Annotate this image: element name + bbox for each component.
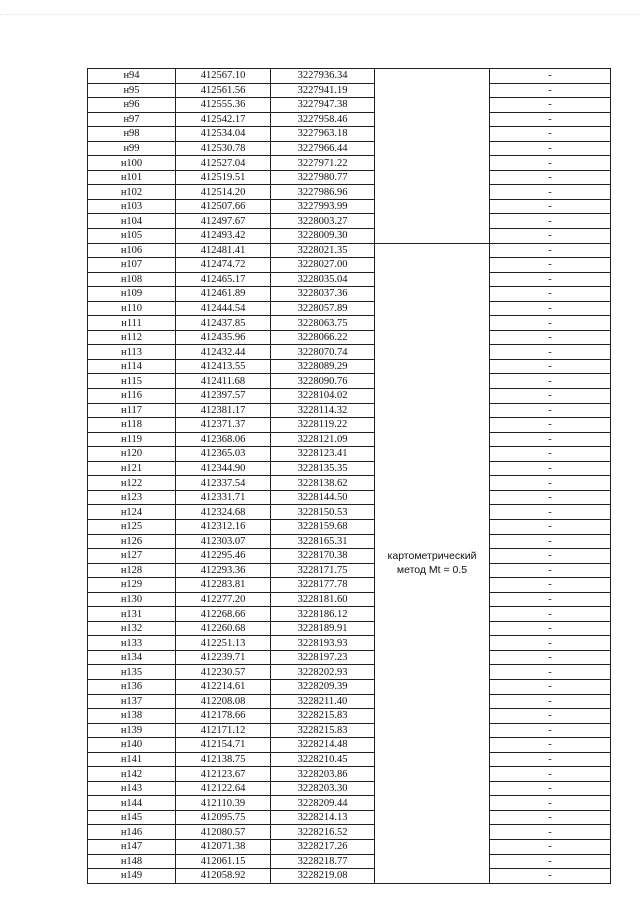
point-name-cell: н142 xyxy=(88,767,176,782)
point-name-cell: н145 xyxy=(88,810,176,825)
x-coordinate-cell: 412368.06 xyxy=(176,432,271,447)
x-coordinate-cell: 412295.46 xyxy=(176,549,271,564)
accuracy-cell: - xyxy=(490,258,611,273)
point-name-cell: н139 xyxy=(88,723,176,738)
x-coordinate-cell: 412365.03 xyxy=(176,447,271,462)
accuracy-cell: - xyxy=(490,170,611,185)
accuracy-cell: - xyxy=(490,534,611,549)
accuracy-cell: - xyxy=(490,403,611,418)
y-coordinate-cell: 3228215.83 xyxy=(271,709,375,724)
y-coordinate-cell: 3228123.41 xyxy=(271,447,375,462)
x-coordinate-cell: 412337.54 xyxy=(176,476,271,491)
x-coordinate-cell: 412138.75 xyxy=(176,752,271,767)
table-row xyxy=(88,665,611,680)
y-coordinate-cell: 3228189.91 xyxy=(271,621,375,636)
point-name-cell: н101 xyxy=(88,170,176,185)
accuracy-cell: - xyxy=(490,389,611,404)
y-coordinate-cell: 3227966.44 xyxy=(271,141,375,156)
point-name-cell: н138 xyxy=(88,709,176,724)
accuracy-cell: - xyxy=(490,621,611,636)
table-row xyxy=(88,679,611,694)
y-coordinate-cell: 3228021.35 xyxy=(271,243,375,258)
y-coordinate-cell: 3228066.22 xyxy=(271,330,375,345)
table-row xyxy=(88,199,611,214)
x-coordinate-cell: 412080.57 xyxy=(176,825,271,840)
table-row xyxy=(88,301,611,316)
table-row xyxy=(88,243,611,258)
accuracy-cell: - xyxy=(490,592,611,607)
y-coordinate-cell: 3228209.39 xyxy=(271,679,375,694)
point-name-cell: н110 xyxy=(88,301,176,316)
y-coordinate-cell: 3228181.60 xyxy=(271,592,375,607)
point-name-cell: н116 xyxy=(88,389,176,404)
y-coordinate-cell: 3227993.99 xyxy=(271,199,375,214)
x-coordinate-cell: 412208.08 xyxy=(176,694,271,709)
x-coordinate-cell: 412331.71 xyxy=(176,490,271,505)
y-coordinate-cell: 3228211.40 xyxy=(271,694,375,709)
table-row xyxy=(88,592,611,607)
y-coordinate-cell: 3228035.04 xyxy=(271,272,375,287)
point-name-cell: н94 xyxy=(88,69,176,84)
table-row xyxy=(88,316,611,331)
y-coordinate-cell: 3228159.68 xyxy=(271,519,375,534)
accuracy-cell: - xyxy=(490,796,611,811)
x-coordinate-cell: 412110.39 xyxy=(176,796,271,811)
x-coordinate-cell: 412293.36 xyxy=(176,563,271,578)
table-row xyxy=(88,403,611,418)
y-coordinate-cell: 3228216.52 xyxy=(271,825,375,840)
scan-header-noise xyxy=(0,0,640,15)
accuracy-cell: - xyxy=(490,243,611,258)
y-coordinate-cell: 3228210.45 xyxy=(271,752,375,767)
point-name-cell: н98 xyxy=(88,127,176,142)
x-coordinate-cell: 412214.61 xyxy=(176,679,271,694)
accuracy-cell: - xyxy=(490,374,611,389)
y-coordinate-cell: 3228203.30 xyxy=(271,781,375,796)
accuracy-cell: - xyxy=(490,69,611,84)
table-row xyxy=(88,127,611,142)
y-coordinate-cell: 3228114.32 xyxy=(271,403,375,418)
y-coordinate-cell: 3228217.26 xyxy=(271,839,375,854)
point-name-cell: н112 xyxy=(88,330,176,345)
point-name-cell: н102 xyxy=(88,185,176,200)
y-coordinate-cell: 3227971.22 xyxy=(271,156,375,171)
y-coordinate-cell: 3228090.76 xyxy=(271,374,375,389)
accuracy-cell: - xyxy=(490,505,611,520)
accuracy-cell: - xyxy=(490,330,611,345)
y-coordinate-cell: 3228089.29 xyxy=(271,359,375,374)
accuracy-cell: - xyxy=(490,112,611,127)
x-coordinate-cell: 412444.54 xyxy=(176,301,271,316)
accuracy-cell: - xyxy=(490,549,611,564)
y-coordinate-cell: 3228171.75 xyxy=(271,563,375,578)
point-name-cell: н141 xyxy=(88,752,176,767)
y-coordinate-cell: 3228104.02 xyxy=(271,389,375,404)
point-name-cell: н97 xyxy=(88,112,176,127)
accuracy-cell: - xyxy=(490,214,611,229)
table-row xyxy=(88,98,611,113)
y-coordinate-cell: 3228209.44 xyxy=(271,796,375,811)
point-name-cell: н137 xyxy=(88,694,176,709)
y-coordinate-cell: 3228186.12 xyxy=(271,607,375,622)
table-row xyxy=(88,709,611,724)
point-name-cell: н118 xyxy=(88,418,176,433)
x-coordinate-cell: 412527.04 xyxy=(176,156,271,171)
point-name-cell: н103 xyxy=(88,199,176,214)
point-name-cell: н113 xyxy=(88,345,176,360)
point-name-cell: н144 xyxy=(88,796,176,811)
accuracy-cell: - xyxy=(490,607,611,622)
table-row xyxy=(88,374,611,389)
table-row xyxy=(88,418,611,433)
table-row xyxy=(88,258,611,273)
point-name-cell: н140 xyxy=(88,738,176,753)
accuracy-cell: - xyxy=(490,447,611,462)
table-row xyxy=(88,272,611,287)
method-cell-upper xyxy=(375,69,490,244)
x-coordinate-cell: 412567.10 xyxy=(176,69,271,84)
y-coordinate-cell: 3228063.75 xyxy=(271,316,375,331)
y-coordinate-cell: 3228218.77 xyxy=(271,854,375,869)
method-note-cell: картометрический метод Mt = 0.5 xyxy=(375,243,490,883)
table-row xyxy=(88,650,611,665)
table-row xyxy=(88,185,611,200)
table-row xyxy=(88,810,611,825)
table-row xyxy=(88,578,611,593)
x-coordinate-cell: 412561.56 xyxy=(176,83,271,98)
x-coordinate-cell: 412493.42 xyxy=(176,229,271,244)
accuracy-cell: - xyxy=(490,272,611,287)
x-coordinate-cell: 412251.13 xyxy=(176,636,271,651)
accuracy-cell: - xyxy=(490,709,611,724)
accuracy-cell: - xyxy=(490,563,611,578)
accuracy-cell: - xyxy=(490,127,611,142)
point-name-cell: н136 xyxy=(88,679,176,694)
table-row xyxy=(88,345,611,360)
y-coordinate-cell: 3228170.38 xyxy=(271,549,375,564)
point-name-cell: н146 xyxy=(88,825,176,840)
y-coordinate-cell: 3228070.74 xyxy=(271,345,375,360)
accuracy-cell: - xyxy=(490,316,611,331)
y-coordinate-cell: 3228203.86 xyxy=(271,767,375,782)
table-row xyxy=(88,69,611,84)
accuracy-cell: - xyxy=(490,199,611,214)
x-coordinate-cell: 412071.38 xyxy=(176,839,271,854)
x-coordinate-cell: 412542.17 xyxy=(176,112,271,127)
accuracy-cell: - xyxy=(490,839,611,854)
accuracy-cell: - xyxy=(490,345,611,360)
accuracy-cell: - xyxy=(490,723,611,738)
accuracy-cell: - xyxy=(490,156,611,171)
point-name-cell: н148 xyxy=(88,854,176,869)
y-coordinate-cell: 3228003.27 xyxy=(271,214,375,229)
x-coordinate-cell: 412461.89 xyxy=(176,287,271,302)
y-coordinate-cell: 3228027.00 xyxy=(271,258,375,273)
table-row xyxy=(88,214,611,229)
table-row xyxy=(88,141,611,156)
point-name-cell: н123 xyxy=(88,490,176,505)
point-name-cell: н130 xyxy=(88,592,176,607)
x-coordinate-cell: 412260.68 xyxy=(176,621,271,636)
accuracy-cell: - xyxy=(490,636,611,651)
accuracy-cell: - xyxy=(490,229,611,244)
point-name-cell: н126 xyxy=(88,534,176,549)
x-coordinate-cell: 412061.15 xyxy=(176,854,271,869)
x-coordinate-cell: 412123.67 xyxy=(176,767,271,782)
x-coordinate-cell: 412371.37 xyxy=(176,418,271,433)
x-coordinate-cell: 412437.85 xyxy=(176,316,271,331)
accuracy-cell: - xyxy=(490,781,611,796)
point-name-cell: н108 xyxy=(88,272,176,287)
x-coordinate-cell: 412507.66 xyxy=(176,199,271,214)
accuracy-cell: - xyxy=(490,767,611,782)
accuracy-cell: - xyxy=(490,694,611,709)
y-coordinate-cell: 3227958.46 xyxy=(271,112,375,127)
table-row xyxy=(88,636,611,651)
table-row xyxy=(88,621,611,636)
point-name-cell: н129 xyxy=(88,578,176,593)
table-row xyxy=(88,738,611,753)
table-row xyxy=(88,432,611,447)
accuracy-cell: - xyxy=(490,185,611,200)
point-name-cell: н132 xyxy=(88,621,176,636)
y-coordinate-cell: 3228150.53 xyxy=(271,505,375,520)
accuracy-cell: - xyxy=(490,825,611,840)
point-name-cell: н111 xyxy=(88,316,176,331)
y-coordinate-cell: 3228193.93 xyxy=(271,636,375,651)
accuracy-cell: - xyxy=(490,752,611,767)
accuracy-cell: - xyxy=(490,359,611,374)
x-coordinate-cell: 412497.67 xyxy=(176,214,271,229)
table-row xyxy=(88,839,611,854)
table-row xyxy=(88,170,611,185)
point-name-cell: н115 xyxy=(88,374,176,389)
y-coordinate-cell: 3228121.09 xyxy=(271,432,375,447)
y-coordinate-cell: 3228215.83 xyxy=(271,723,375,738)
y-coordinate-cell: 3228119.22 xyxy=(271,418,375,433)
point-name-cell: н99 xyxy=(88,141,176,156)
point-name-cell: н120 xyxy=(88,447,176,462)
x-coordinate-cell: 412303.07 xyxy=(176,534,271,549)
coordinates-table xyxy=(87,68,611,884)
table-row xyxy=(88,112,611,127)
table-row xyxy=(88,476,611,491)
point-name-cell: н124 xyxy=(88,505,176,520)
table-row xyxy=(88,694,611,709)
y-coordinate-cell: 3227980.77 xyxy=(271,170,375,185)
table-row xyxy=(88,752,611,767)
table-row xyxy=(88,83,611,98)
x-coordinate-cell: 412344.90 xyxy=(176,461,271,476)
accuracy-cell: - xyxy=(490,461,611,476)
point-name-cell: н117 xyxy=(88,403,176,418)
x-coordinate-cell: 412268.66 xyxy=(176,607,271,622)
table-row xyxy=(88,781,611,796)
x-coordinate-cell: 412530.78 xyxy=(176,141,271,156)
table-row xyxy=(88,330,611,345)
y-coordinate-cell: 3227947.38 xyxy=(271,98,375,113)
table-row xyxy=(88,723,611,738)
point-name-cell: н106 xyxy=(88,243,176,258)
y-coordinate-cell: 3228138.62 xyxy=(271,476,375,491)
accuracy-cell: - xyxy=(490,869,611,884)
x-coordinate-cell: 412277.20 xyxy=(176,592,271,607)
y-coordinate-cell: 3228219.08 xyxy=(271,869,375,884)
x-coordinate-cell: 412154.71 xyxy=(176,738,271,753)
point-name-cell: н122 xyxy=(88,476,176,491)
point-name-cell: н109 xyxy=(88,287,176,302)
y-coordinate-cell: 3228214.13 xyxy=(271,810,375,825)
table-row xyxy=(88,767,611,782)
x-coordinate-cell: 412534.04 xyxy=(176,127,271,142)
x-coordinate-cell: 412435.96 xyxy=(176,330,271,345)
accuracy-cell: - xyxy=(490,810,611,825)
x-coordinate-cell: 412432.44 xyxy=(176,345,271,360)
table-row xyxy=(88,156,611,171)
x-coordinate-cell: 412171.12 xyxy=(176,723,271,738)
accuracy-cell: - xyxy=(490,83,611,98)
x-coordinate-cell: 412519.51 xyxy=(176,170,271,185)
y-coordinate-cell: 3228202.93 xyxy=(271,665,375,680)
accuracy-cell: - xyxy=(490,665,611,680)
point-name-cell: н134 xyxy=(88,650,176,665)
table-row xyxy=(88,389,611,404)
x-coordinate-cell: 412514.20 xyxy=(176,185,271,200)
table-row xyxy=(88,607,611,622)
x-coordinate-cell: 412413.55 xyxy=(176,359,271,374)
accuracy-cell: - xyxy=(490,854,611,869)
x-coordinate-cell: 412312.16 xyxy=(176,519,271,534)
table-row xyxy=(88,563,611,578)
x-coordinate-cell: 412122.64 xyxy=(176,781,271,796)
accuracy-cell: - xyxy=(490,301,611,316)
table-row xyxy=(88,534,611,549)
accuracy-cell: - xyxy=(490,738,611,753)
y-coordinate-cell: 3228009.30 xyxy=(271,229,375,244)
table-row xyxy=(88,796,611,811)
point-name-cell: н95 xyxy=(88,83,176,98)
point-name-cell: н107 xyxy=(88,258,176,273)
y-coordinate-cell: 3228037.36 xyxy=(271,287,375,302)
x-coordinate-cell: 412230.57 xyxy=(176,665,271,680)
x-coordinate-cell: 412095.75 xyxy=(176,810,271,825)
y-coordinate-cell: 3228197.23 xyxy=(271,650,375,665)
x-coordinate-cell: 412411.68 xyxy=(176,374,271,389)
point-name-cell: н143 xyxy=(88,781,176,796)
point-name-cell: н133 xyxy=(88,636,176,651)
y-coordinate-cell: 3228135.35 xyxy=(271,461,375,476)
x-coordinate-cell: 412239.71 xyxy=(176,650,271,665)
accuracy-cell: - xyxy=(490,519,611,534)
y-coordinate-cell: 3228057.89 xyxy=(271,301,375,316)
y-coordinate-cell: 3227941.19 xyxy=(271,83,375,98)
y-coordinate-cell: 3228165.31 xyxy=(271,534,375,549)
accuracy-cell: - xyxy=(490,98,611,113)
point-name-cell: н128 xyxy=(88,563,176,578)
x-coordinate-cell: 412474.72 xyxy=(176,258,271,273)
point-name-cell: н131 xyxy=(88,607,176,622)
point-name-cell: н121 xyxy=(88,461,176,476)
table-row xyxy=(88,229,611,244)
point-name-cell: н100 xyxy=(88,156,176,171)
point-name-cell: н125 xyxy=(88,519,176,534)
table-row xyxy=(88,519,611,534)
x-coordinate-cell: 412283.81 xyxy=(176,578,271,593)
point-name-cell: н96 xyxy=(88,98,176,113)
accuracy-cell: - xyxy=(490,650,611,665)
accuracy-cell: - xyxy=(490,141,611,156)
y-coordinate-cell: 3228144.50 xyxy=(271,490,375,505)
accuracy-cell: - xyxy=(490,679,611,694)
table-row xyxy=(88,287,611,302)
point-name-cell: н149 xyxy=(88,869,176,884)
table-row xyxy=(88,359,611,374)
accuracy-cell: - xyxy=(490,418,611,433)
coordinates-table-body xyxy=(88,69,611,884)
table-row xyxy=(88,825,611,840)
table-row xyxy=(88,549,611,564)
y-coordinate-cell: 3228214.48 xyxy=(271,738,375,753)
x-coordinate-cell: 412324.68 xyxy=(176,505,271,520)
x-coordinate-cell: 412381.17 xyxy=(176,403,271,418)
table-row xyxy=(88,869,611,884)
point-name-cell: н147 xyxy=(88,839,176,854)
point-name-cell: н105 xyxy=(88,229,176,244)
table-row xyxy=(88,461,611,476)
point-name-cell: н135 xyxy=(88,665,176,680)
table-row xyxy=(88,447,611,462)
y-coordinate-cell: 3227936.34 xyxy=(271,69,375,84)
accuracy-cell: - xyxy=(490,578,611,593)
x-coordinate-cell: 412397.57 xyxy=(176,389,271,404)
point-name-cell: н114 xyxy=(88,359,176,374)
accuracy-cell: - xyxy=(490,432,611,447)
point-name-cell: н104 xyxy=(88,214,176,229)
point-name-cell: н127 xyxy=(88,549,176,564)
table-row xyxy=(88,854,611,869)
accuracy-cell: - xyxy=(490,287,611,302)
y-coordinate-cell: 3228177.78 xyxy=(271,578,375,593)
accuracy-cell: - xyxy=(490,476,611,491)
table-row xyxy=(88,490,611,505)
point-name-cell: н119 xyxy=(88,432,176,447)
accuracy-cell: - xyxy=(490,490,611,505)
table-row xyxy=(88,505,611,520)
y-coordinate-cell: 3227963.18 xyxy=(271,127,375,142)
x-coordinate-cell: 412481.41 xyxy=(176,243,271,258)
x-coordinate-cell: 412465.17 xyxy=(176,272,271,287)
x-coordinate-cell: 412178.66 xyxy=(176,709,271,724)
x-coordinate-cell: 412555.36 xyxy=(176,98,271,113)
x-coordinate-cell: 412058.92 xyxy=(176,869,271,884)
y-coordinate-cell: 3227986.96 xyxy=(271,185,375,200)
